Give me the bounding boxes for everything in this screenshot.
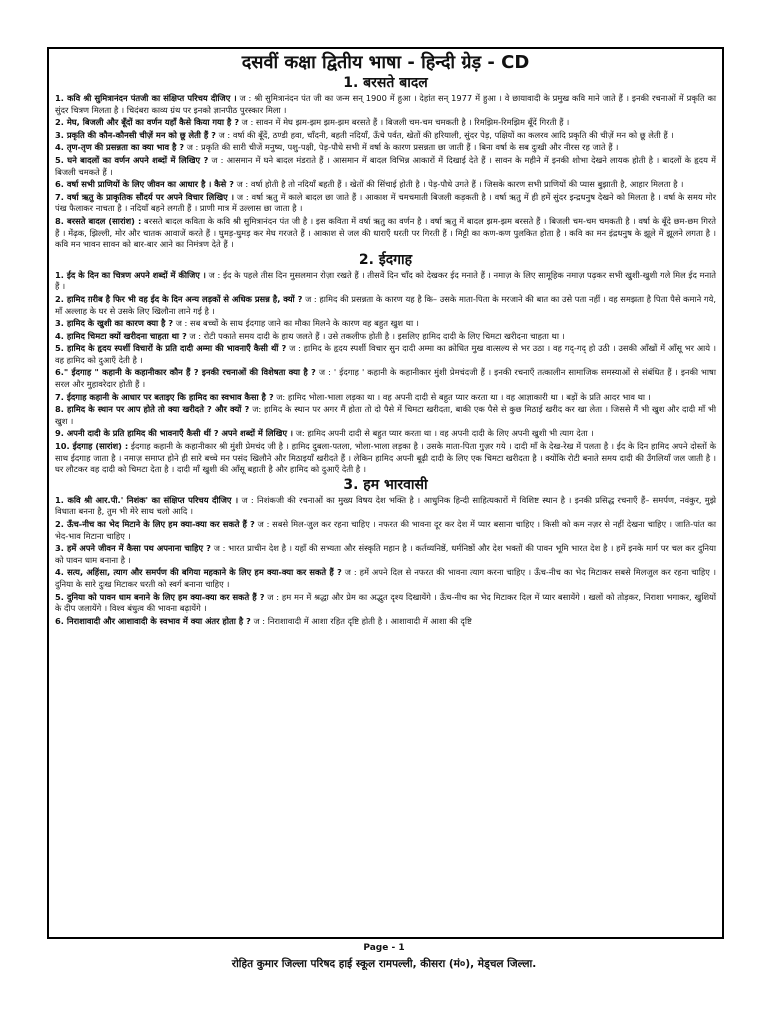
- qa-item: [55, 343, 716, 366]
- question-text: 4. तृण-तृण की प्रसन्नता का क्या भाव है ?: [55, 142, 185, 153]
- question-text: 4. सत्य, अहिंसा, त्याग और समर्पण की बगिया महकाने के लिए हम क्या-क्या कर सकते हैं ?: [55, 567, 342, 578]
- question-text: 2. ऊँच-नीच का भेद मिटाने के लिए हम क्या-क्या कर सकते हैं ?: [55, 519, 255, 529]
- qa-item: [55, 294, 716, 317]
- answer-text: ज : हामिद के हृदय स्पर्शी विचार सुन दादी अम्मा का क्रोधित मुख वात्सल्य से भर उठा । वह गद्-गद् हो उठी । उसकी आँखों में आँसू भर आये । वह हामिद को दुआएँ देती है ।: [55, 343, 717, 365]
- qa-item: [55, 592, 716, 615]
- answer-text: ज: हामिद अपनी दादी से बहुत प्यार करता था । वह अपनी दादी के लिए अपनी खुशी भी त्याग देता ।: [293, 428, 594, 439]
- qa-item: [55, 331, 716, 343]
- qa-item: [55, 428, 716, 440]
- answer-text: ज : ' ईदगाह ' कहानी के कहानीकार मुंशी प्रेमचंदजी हैं । इनकी रचनाएँ तत्कालीन सामाजिक समस्याओं से संबंधित हैं । इनकी भाषा सरल और मुहावरेदार होती हैं ।: [55, 367, 716, 390]
- qa-item: [55, 404, 716, 427]
- question-text: 10. ईदगाह (सारांश) :: [55, 441, 129, 452]
- question-text: 8. बरसते बादल (सारांश) :: [55, 215, 142, 226]
- qa-item: [55, 130, 716, 142]
- page-number: Page - 1: [363, 943, 405, 953]
- qa-item: [55, 543, 716, 566]
- answer-text: बरसते बादल कविता के कवि श्री सुमित्रानंदन पंत जी है । इस कविता में वर्षा ऋतु का वर्णन है । वर्षा ऋतु में बादल झम-झम बरसते हैं । बिजली चम-चम चमकती है । वर्षा के बूँदे छम-छम गिरते हैं । मेंढ़क, झिल्ली, मोर और चातक आवाजें करते हैं । घुमड़-घुमड़ कर मेघ गरजते हैं । आकाश से जल की धाराएँ धरती पर गिरती हैं । मिट्टी का कण-कण पुलकित होता है । कवि का मन इंद्रधनुष के झूले में झूलने लगता है । कवि मन भावन सावन को बार-बार आने का निमंत्रण देते हैं ।: [55, 215, 716, 250]
- question-text: 9. अपनी दादी के प्रति हामिद की भावनाएँ कैसी थीं ? अपने शब्दों में लिखिए ।: [55, 428, 294, 439]
- answer-text: ज : वर्षा ऋतु में काले बादल छा जाते हैं । आकाश में चमचमाती बिजली कड़कती है । वर्षा ऋतु में ही हमें सुंदर इन्द्रधनुष देखने को मिलता है । वर्षा के समय मोर पंख फैलाकर नाचता है । नदियाँ बहने लगती हैं । प्राणी मात्र में उल्लास छा जाता है ।: [55, 191, 716, 214]
- page-frame: [47, 47, 724, 939]
- section-heading: 1. बरसते बादल: [343, 75, 428, 91]
- answer-text: ज : हमें अपने दिल से नफरत की भावना त्याग करना चाहिए । ऊँच-नीच का भेद मिटाकर सबसे मिलजुल कर रहना चाहिए । दुनिया के सारे दुःख मिटाकर धरती को स्वर्ग बनाना चाहिए ।: [55, 567, 716, 589]
- question-text: 5. घने बादलों का वर्णन अपने शब्दों में लिखिए ?: [55, 154, 209, 165]
- answer-text: ज : रोटी पकाते समय दादी के हाथ जलते हैं । उसे तकलीफ होती है । इसलिए हामिद दादी के लिए चिमटा खरीदना चाहता था ।: [186, 330, 565, 341]
- section-heading: 2. ईदगाह: [358, 251, 413, 268]
- qa-item: [55, 495, 716, 518]
- answer-text: ज : भारत प्राचीन देश है । यहाँ की सभ्यता और संस्कृति महान है । कर्तव्यनिष्ठें, धर्मनिष्ठों और देश भक्तों की पावन भूमि भारत देश है । हमें इनके मार्ग पर चल कर दुनिया को पावन धाम बनाना है ।: [55, 543, 716, 565]
- question-text: 1. ईद के दिन का चित्रण अपने शब्दों में कीजिए ।: [55, 269, 206, 280]
- answer-text: ज : आसमान में घने बादल मंडराते हैं । आसमान में बादल विभिन्न आकारों में दिखाई देते हैं । सावन के महीने में इनकी शोभा देखने लायक होती है । बादलों के हृदय में बिजली चमकते हैं ।: [55, 154, 716, 177]
- answer-text: ज : वर्षा होती है तो नदियाँ बहती हैं । खेतों की सिंचाई होती है । पेड़-पौधे उगते हैं । जिसके कारण सभी प्राणियों की प्यास बुझाती है, आहार मिलता है ।: [233, 179, 684, 190]
- content-body: [55, 75, 716, 627]
- question-text: 2. हामिद ग़रीब है फिर भी वह ईद के दिन अन्य लड़कों से अधिक प्रसन्न है, क्यों ?: [55, 293, 303, 304]
- answer-text: ज : निशंकजी की रचनाओं का मुख्य विषय देश भक्ति है । आधुनिक हिन्दी साहित्यकारों में विशिष्ट स्थान है । इनकी प्रसिद्ध रचनाएँ हैं– समर्पण, नवंकुर, मुझे विधाता बनना है, तुम भी मेरे साथ चलो आदि ।: [55, 494, 716, 517]
- qa-item: [55, 142, 716, 154]
- qa-item: [55, 179, 716, 191]
- qa-item: [55, 367, 716, 390]
- question-text: 6." ईदगाह " कहानी के कहानीकार कौन हैं ? इनकी रचनाओं की विशेषता क्या है ?: [55, 367, 316, 378]
- qa-item: [55, 392, 716, 404]
- answer-text: ज : वर्षा की बूँदें, ठण्डी हवा, चाँदनी, बहती नदियाँ, ऊँचे पर्वत, खेतों की हरियाली, सुंदर पेड़, पक्षियों का कलरव आदि प्रकृति की चीज़ें मन को छू लेती हैं ।: [215, 129, 674, 140]
- qa-item: [55, 93, 716, 116]
- answer-text: ज : श्री सुमित्रानंदन पंत जी का जन्म सन् 1900 में हुआ । देहांत सन् 1977 में हुआ । वे छायावादी के प्रमुख कवि माने जाते हैं । इनकी रचनाओं में प्रकृति का सुंदर चित्रण मिलता है । चिदंबरा काव्य ग्रंथ पर इनको ज्ञानपीठ पुरस्कार मिला ।: [55, 93, 716, 115]
- section-heading: 3. हम भारवासी: [343, 476, 428, 493]
- question-text: 5. दुनिया को पावन धाम बनाने के लिए हम क्या-क्या कर सकते हैं ?: [55, 591, 265, 602]
- answer-text: ज: हामिद भोला-भाला लड़का था । वह अपनी दादी से बहुत प्यार करता था । वह आज्ञाकारी था । बड़ों के प्रति आदर भाव था ।: [273, 391, 651, 402]
- page-title: दसवीं कक्षा द्वितीय भाषा - हिन्दी ग्रेड़ - CD: [241, 52, 530, 73]
- question-text: 1. कवि श्री सुमित्रानंदन पंतजी का संक्षिप्त परिचय दीजिए ।: [55, 93, 237, 103]
- qa-item: [55, 192, 716, 215]
- question-text: 8. हामिद के स्थान पर आप होते तो क्या खरीदते ? और क्यों ?: [55, 404, 250, 415]
- answer-text: ज : हामिद की प्रसन्नता के कारण यह है कि– उसके माता-पिता के मरजाने की बात का उसे पता नहीं । वह समझता है पिता पैसे कमाने गये, माँ अल्लाह के घर से उसके लिए खिलौना लाने गई है ।: [55, 293, 716, 316]
- answer-text: ज : सावन में मेघ झम-झम झम-झम बरसते हैं । बिजली चम-चम चमकती है । रिमझिम-रिमझिम बूँदें गिरती हैं ।: [239, 117, 570, 128]
- qa-item: [55, 567, 716, 590]
- question-text: 5. हामिद के हृदय स्पर्शी विचारों के प्रति दादी अम्मा की भावनाएँ कैसी थीं ?: [55, 343, 287, 354]
- question-text: 3. हमें अपने जीवन में कैसा पथ अपनाना चाहिए ?: [55, 543, 211, 554]
- answer-text: ज : प्रकृति की सारी चीजें मनुष्य, पशु-पक्षी, पेड़-पौधे सभी में वर्षा के कारण प्रसन्नता छा जाती हैं । बिना वर्षा के सब दुःखी और नीरस रह जाते हैं ।: [184, 142, 619, 153]
- question-text: 6. निराशावादी और आशावादी के स्वभाव में क्या अंतर होता है ?: [55, 615, 251, 626]
- qa-item: [55, 616, 716, 628]
- question-text: 7. ईदगाह कहानी के आधार पर बताइए कि हामिद का स्वभाव कैसा है ?: [55, 391, 274, 402]
- qa-item: [55, 117, 716, 129]
- question-text: 7. वर्षा ऋतु के प्राकृतिक सौंदर्य पर अपने विचार लिखिए ।: [55, 191, 234, 202]
- answer-text: ज : निराशावादी में आशा रहित दृष्टि होती है । आशावादी में आशा की दृष्टि: [250, 615, 472, 626]
- answer-text: ज : सबसे मिल-जुल कर रहना चाहिए । नफरत की भावना दूर कर देश में प्यार बसाना चाहिए । किसी को कम नज़र से नहीं देखना चाहिए । जाति-पांत का भेद-भाव मिटाना चाहिए ।: [55, 519, 716, 541]
- question-text: 3. प्रकृति की कौन-कौनसी चीज़ें मन को छू लेती हैं ?: [55, 129, 216, 140]
- question-text: 2. मेघ, बिजली और बूँदों का वर्णन यहाँ कैसे किया गया है ?: [55, 117, 240, 128]
- qa-item: [55, 270, 716, 293]
- qa-item: [55, 519, 716, 542]
- qa-item: [55, 441, 716, 476]
- qa-item: [55, 318, 716, 330]
- answer-text: ज : ईद के पहले तीस दिन मुसलमान रोज़ा रखते हैं । तीसवें दिन चाँद को देखकर ईद मनाते हैं । नमाज़ के लिए सामूहिक नमाज़ पढ़कर सभी खुशी-खुशी गले मिल ईद मनाते हैं ।: [55, 269, 717, 292]
- question-text: 4. हामिद चिमटा क्यों खरीदना चाहता था ?: [55, 330, 187, 341]
- qa-item: [55, 216, 716, 251]
- school-name: रोहित कुमार जिल्ला परिषद हाई स्कूल रामपल्ली, कीसरा (मं०), मेड्चल जिल्ला.: [231, 958, 537, 970]
- qa-item: [55, 155, 716, 178]
- question-text: 1. कवि श्री आर.पी.' निशंक' का संक्षिप्त परिचय दीजिए ।: [55, 494, 239, 505]
- question-text: 3. हामिद के खुशी का कारण क्या है ?: [55, 318, 174, 329]
- answer-text: ज : सब बच्चों के साथ ईदगाह जाने का मौका मिलने के कारण वह बहुत खुश था ।: [173, 318, 419, 329]
- answer-text: ज : हम मन में श्रद्धा और प्रेम का अद्भुत दृश्य दिखायेंगे । ऊँच-नीच का भेद मिटाकर दिल में प्यार बसायेंगे । खलों को तोड़कर, निराशा भगाकर, खुशियों के दीप जलायेंगे । विश्व बंधुत्व की भावना बढ़ायेंगे ।: [55, 591, 717, 614]
- question-text: 6. वर्षा सभी प्राणियों के लिए जीवन का आधार है । कैसे ?: [55, 179, 234, 190]
- answer-text: ईदगाह कहानी के कहानीकार श्री मुंशी प्रेमचंद जी है । हामिद दुबला-पतला, भोला-भाला लड़का है । उसके माता-पिता गुज़र गये । दादी माँ के देख-रेख में पलता है । ईद के दिन हामिद अपने दोस्तों के साथ ईदगाह जाता है । नमाज़ समाप्त होने ही सारे बच्चे मन पसंद खिलौने और मिठाइयाँ खरीदते हैं । लेकिन हामिद अपनी बूढ़ी दादी के लिए एक चिमटा खरीदता है । क्योंकि रोटी बनाते समय दादी की उँगलियाँ जल जाती है । घर लौटकर वह दादी को चिमटा देता है । दादी माँ खुशी की आँसू बहाती है और हामिद को दुआएँ देती है ।: [55, 441, 716, 475]
- answer-text: ज: हामिद के स्थान पर अगर मैं होता तो दो पैसे में चिमटा खरीदता, बाकी एक पैसे से कुछ मिठाई खरीद कर खा लेता । जिससे मैं भी खुश और दादी माँ भी खुश ।: [55, 404, 716, 426]
